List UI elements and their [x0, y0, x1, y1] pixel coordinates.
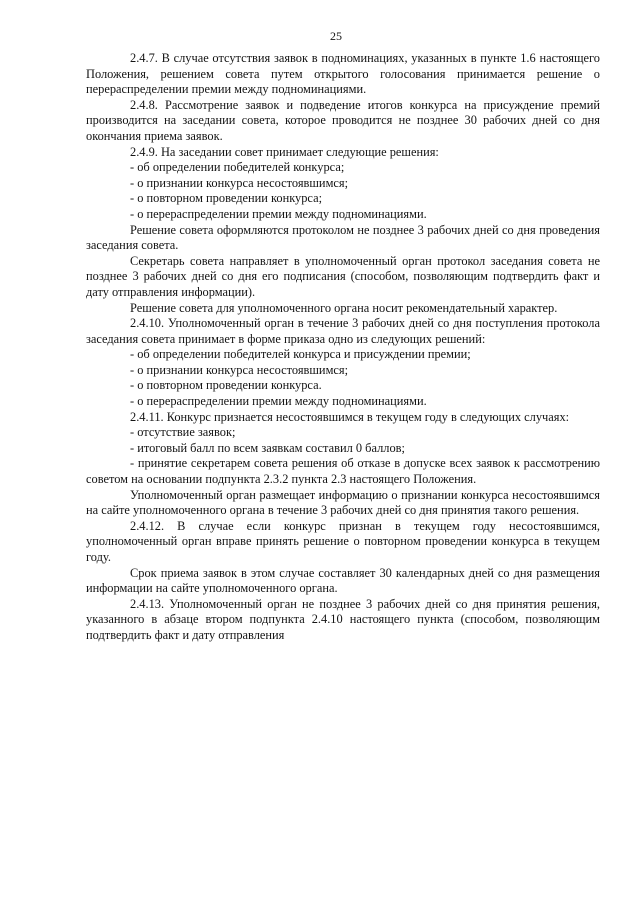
- paragraph: 2.4.8. Рассмотрение заявок и подведение итогов конкурса на присуждение премий производится на заседании совета, которое проводится не позднее 30 рабочих дней со дня окончания приема заявок.: [86, 97, 600, 143]
- paragraph: 2.4.11. Конкурс признается несостоявшимся в текущем году в следующих случаях:: [130, 409, 570, 424]
- list-item: - о признании конкурса несостоявшимся;: [130, 362, 349, 377]
- page-number: 25: [330, 29, 342, 43]
- list-item: - о признании конкурса несостоявшимся;: [130, 175, 349, 190]
- paragraph: Уполномоченный орган размещает информацию о признании конкурса несостоявшимся на сайте уполномоченного органа в течение 3 рабочих дней со дня принятия такого решения.: [86, 487, 600, 518]
- paragraph: Решение совета для уполномоченного органа носит рекомендательный характер.: [130, 300, 558, 315]
- list-item: - об определении победителей конкурса;: [130, 160, 345, 175]
- list-item: - итоговый балл по всем заявкам составил 0 баллов;: [130, 440, 405, 455]
- document-body: [86, 51, 600, 644]
- paragraph: 2.4.10. Уполномоченный орган в течение 3 рабочих дней со дня поступления протокола заседания совета принимает в форме приказа одно из следующих решений:: [86, 316, 600, 346]
- list-item: - о повторном проведении конкурса;: [130, 191, 323, 206]
- paragraph: Секретарь совета направляет в уполномоченный орган протокол заседания совета не позднее 3 рабочих дней со дня его подписания (способом, позволяющим подтвердить факт и дату отправления информации).: [86, 253, 600, 299]
- list-item: - о перераспределении премии между подноминациями.: [130, 206, 427, 221]
- paragraph: 2.4.12. В случае если конкурс признан в текущем году несостоявшимся, уполномоченный орган вправе принять решение о повторном проведении конкурса в текущем году.: [86, 518, 600, 564]
- list-item: - о повторном проведении конкурса.: [130, 378, 322, 393]
- list-item: - отсутствие заявок;: [130, 425, 236, 440]
- list-item: - о перераспределении премии между подноминациями.: [130, 394, 427, 409]
- paragraph: 2.4.7. В случае отсутствия заявок в подноминациях, указанных в пункте 1.6 настоящего Положения, решением совета путем открытого голосования принимается решение о перераспределении премии между подноминациями.: [86, 51, 600, 97]
- list-item: - об определении победителей конкурса и присуждении премии;: [130, 347, 471, 362]
- paragraph: 2.4.9. На заседании совет принимает следующие решения:: [130, 144, 439, 159]
- paragraph: Срок приема заявок в этом случае составляет 30 календарных дней со дня размещения информации на сайте уполномоченного органа.: [86, 565, 600, 596]
- paragraph: - принятие секретарем совета решения об отказе в допуске всех заявок к рассмотрению советом на основании подпункта 2.3.2 пункта 2.3 настоящего Положения.: [86, 456, 600, 487]
- paragraph: Решение совета оформляются протоколом не позднее 3 рабочих дней со дня проведения заседания совета.: [86, 222, 600, 253]
- paragraph: 2.4.13. Уполномоченный орган не позднее 3 рабочих дней со дня принятия решения, указанного в абзаце втором подпункта 2.4.10 настоящего пункта (способом, позволяющим подтвердить факт и дату отправления: [86, 596, 600, 642]
